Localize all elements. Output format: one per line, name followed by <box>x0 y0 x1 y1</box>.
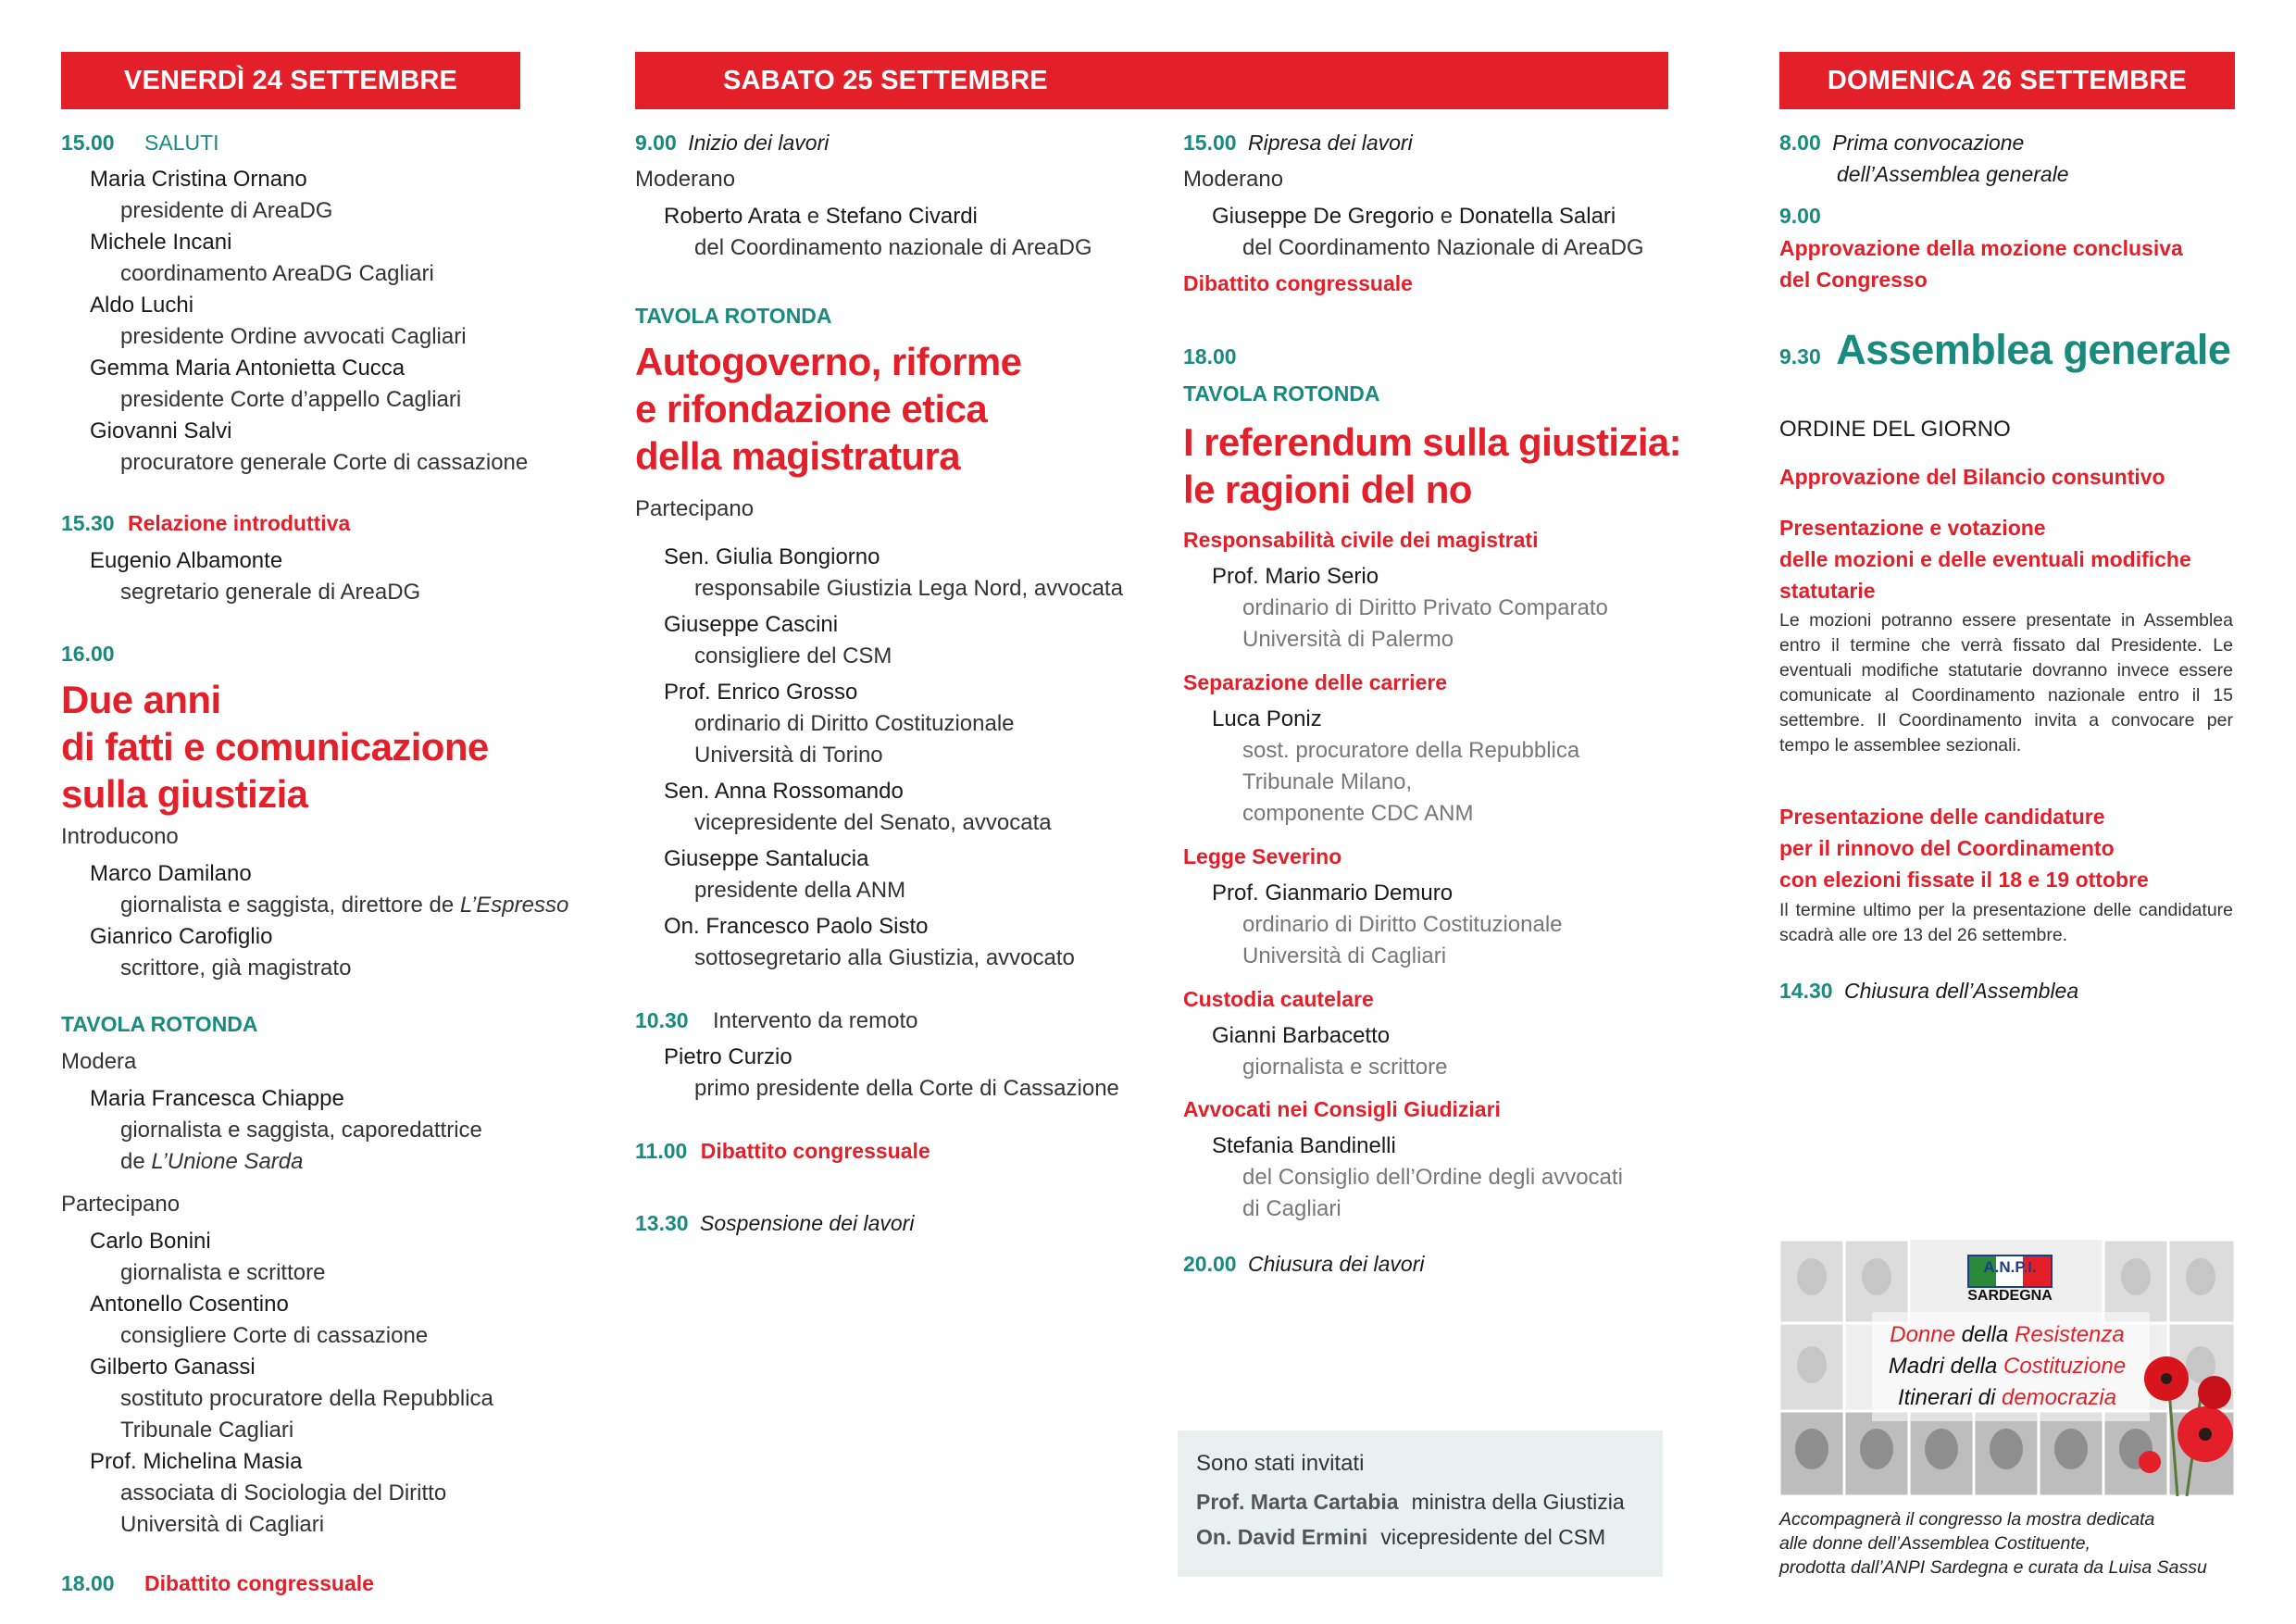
person-role: giornalista e saggista, caporedattrice <box>120 1118 482 1143</box>
poster-slogan: Donne della Resistenza Madri della Costituzione Itinerari di democrazia <box>1888 1322 2127 1410</box>
relazione-row <box>61 511 350 536</box>
invited-label: Sono stati invitati <box>1196 1451 1365 1476</box>
bilancio-item: Approvazione del Bilancio consuntivo <box>1779 465 2165 489</box>
moderano-label: Moderano <box>635 167 736 192</box>
invited-person: Prof. Marta Cartabia ministra della Giustizia <box>1196 1490 1625 1514</box>
person-name: Gilberto Ganassi <box>90 1355 256 1380</box>
person-name: Gemma Maria Antonietta Cucca <box>90 356 406 381</box>
panel-title <box>635 338 1021 480</box>
person-name: Gianni Barbacetto <box>1212 1023 1391 1048</box>
panel-title-line: le ragioni del no <box>1183 468 1472 511</box>
introducono-label: Introducono <box>61 824 179 849</box>
saluti-title: SALUTI <box>144 131 219 155</box>
person-role: giornalista e scrittore <box>120 1260 326 1285</box>
panel-title-line: e rifondazione etica <box>635 387 988 431</box>
start-title: Inizio dei lavori <box>688 131 830 155</box>
time-label: 20.00 <box>1183 1252 1237 1276</box>
person-name: Michele Incani <box>90 230 232 255</box>
person-name: Giuseppe Cascini <box>664 612 839 637</box>
person-role: consigliere Corte di cassazione <box>120 1323 429 1348</box>
tavola-rotonda-label: TAVOLA ROTONDA <box>1183 381 1380 406</box>
invited-person: On. David Ermini vicepresidente del CSM <box>1196 1525 1606 1549</box>
person-name: Aldo Luchi <box>90 293 194 318</box>
panel-title <box>1183 418 1681 513</box>
candidature-text: Il termine ultimo per la presentazione delle candidature scadrà alle ore 13 del 26 settembre. <box>1779 900 2233 945</box>
person-name: Gianrico Carofiglio <box>90 924 273 949</box>
time-label: 13.30 <box>635 1211 689 1235</box>
person-name: Maria Francesca Chiappe <box>90 1086 344 1111</box>
anpi-logo: A.N.P.I. <box>1967 1255 2053 1288</box>
person-role: componente CDC ANM <box>1242 801 1474 826</box>
time-label: 15.00 <box>1183 131 1237 155</box>
time-label: 14.30 <box>1779 979 1833 1003</box>
person-name: Marco Damilano <box>90 861 252 886</box>
person-role: associata di Sociologia del Diritto <box>120 1480 447 1505</box>
time-label: 11.00 <box>635 1139 688 1163</box>
person-name: Antonello Cosentino <box>90 1292 289 1317</box>
ripresa-title: Ripresa dei lavori <box>1248 131 1413 155</box>
time-label: 9.00 <box>635 131 677 155</box>
time-label: 8.00 <box>1779 131 1821 155</box>
tavola-rotonda-label: TAVOLA ROTONDA <box>635 304 832 328</box>
time-label: 16.00 <box>61 642 115 666</box>
person-role: di Cagliari <box>1242 1196 1341 1221</box>
person-name: Prof. Michelina Masia <box>90 1449 303 1474</box>
dibattito-row <box>635 1139 930 1164</box>
person-role: primo presidente della Corte di Cassazione <box>694 1076 1119 1101</box>
anpi-region: SARDEGNA <box>1967 1288 2053 1304</box>
panel-title-line: sulla giustizia <box>61 772 308 816</box>
person-name: Eugenio Albamonte <box>90 548 283 573</box>
sospensione-title: Sospensione dei lavori <box>700 1211 915 1235</box>
person-role: vicepresidente del Senato, avvocata <box>694 810 1052 835</box>
convocazione-row <box>1779 131 2024 156</box>
start-row <box>635 131 829 156</box>
time-label: 10.30 <box>635 1008 689 1032</box>
panel-title-line: della magistratura <box>635 434 960 478</box>
approvazione-title: Approvazione della mozione conclusiva del Congresso <box>1779 236 2183 292</box>
person-name: Giovanni Salvi <box>90 418 232 443</box>
person-name: Sen. Anna Rossomando <box>664 779 904 804</box>
exhibition-poster <box>1779 1240 2235 1496</box>
person-role: presidente della ANM <box>694 878 906 903</box>
person-name: Carlo Bonini <box>90 1229 211 1254</box>
remote-row <box>635 1008 917 1034</box>
person-role: coordinamento AreaDG Cagliari <box>120 261 434 286</box>
time-label: 15.30 <box>61 511 115 535</box>
person-role: Università di Cagliari <box>1242 943 1447 968</box>
convocazione-title-line2: dell’Assemblea generale <box>1837 162 2069 186</box>
person-role: presidente di AreaDG <box>120 198 333 223</box>
moderators-names: Roberto Arata e Stefano Civardi <box>664 204 978 229</box>
dibattito-title: Dibattito congressuale <box>1183 271 1413 295</box>
person-name: Sen. Giulia Bongiorno <box>664 544 880 569</box>
person-role: giornalista e saggista, direttore de L’Espresso <box>120 893 569 918</box>
person-role: Tribunale Milano, <box>1242 769 1413 794</box>
panel-title <box>61 676 489 818</box>
time-label: 9.00 <box>1779 204 1821 228</box>
moderano-label: Moderano <box>1183 167 1284 192</box>
assemblea-row <box>1779 326 2230 374</box>
person-role: del Consiglio dell’Ordine degli avvocati <box>1242 1165 1623 1190</box>
poster-caption: Accompagnerà il congresso la mostra dedicata alle donne dell’Assemblea Costituente, prodotta dall’ANPI Sardegna e curata da Luisa Sassu <box>1779 1509 2207 1578</box>
person-role: ordinario di Diritto Costituzionale <box>694 711 1015 736</box>
person-role: de L’Unione Sarda <box>120 1149 304 1174</box>
person-role: presidente Corte d’appello Cagliari <box>120 387 462 412</box>
chiusura-assemblea-title: Chiusura dell’Assemblea <box>1844 979 2079 1003</box>
person-role: presidente Ordine avvocati Cagliari <box>120 324 467 349</box>
panel-title-line: Due anni <box>61 678 221 721</box>
convocazione-title: Prima convocazione <box>1832 131 2025 155</box>
tavola-rotonda-label: TAVOLA ROTONDA <box>61 1012 258 1036</box>
topic-title: Avvocati nei Consigli Giudiziari <box>1183 1097 1501 1121</box>
person-name: Giuseppe Santalucia <box>664 846 869 871</box>
dibattito-title: Dibattito congressuale <box>144 1571 374 1595</box>
odg-label: ORDINE DEL GIORNO <box>1779 417 2011 442</box>
person-role: ordinario di Diritto Privato Comparato <box>1242 595 1608 620</box>
remote-title: Intervento da remoto <box>713 1008 918 1033</box>
chiusura-row <box>1183 1252 1425 1277</box>
person-role: scrittore, già magistrato <box>120 956 352 981</box>
person-role: giornalista e scrittore <box>1242 1055 1448 1080</box>
partecipano-label: Partecipano <box>61 1192 181 1217</box>
person-name: Stefania Bandinelli <box>1212 1133 1396 1158</box>
time-label: 15.00 <box>61 131 115 155</box>
time-label: 9.30 <box>1779 344 1821 369</box>
time-label: 18.00 <box>61 1571 115 1595</box>
person-name: Luca Poniz <box>1212 706 1322 731</box>
day1-header: VENERDÌ 24 SETTEMBRE <box>61 52 520 109</box>
invited-box <box>1178 1430 1663 1577</box>
saluti-row <box>61 131 219 156</box>
person-role: segretario generale di AreaDG <box>120 580 421 605</box>
day3-header: DOMENICA 26 SETTEMBRE <box>1779 52 2235 109</box>
topic-title: Custodia cautelare <box>1183 987 1374 1011</box>
person-role: del Coordinamento Nazionale di AreaDG <box>1242 235 1644 260</box>
dibattito-title: Dibattito congressuale <box>700 1139 930 1163</box>
person-role: del Coordinamento nazionale di AreaDG <box>694 235 1092 260</box>
chiusura-title: Chiusura dei lavori <box>1248 1252 1425 1276</box>
dibattito-row <box>61 1571 374 1596</box>
person-role: ordinario di Diritto Costituzionale <box>1242 912 1563 937</box>
person-name: Pietro Curzio <box>664 1044 792 1069</box>
person-role: Università di Torino <box>694 743 883 768</box>
mozioni-title: Presentazione e votazione delle mozioni e delle eventuali modifiche statutarie <box>1779 516 2191 603</box>
partecipano-label: Partecipano <box>635 496 755 521</box>
moderators-names: Giuseppe De Gregorio e Donatella Salari <box>1212 204 1616 229</box>
modera-label: Modera <box>61 1049 137 1074</box>
panel-title-line: I referendum sulla giustizia: <box>1183 420 1682 464</box>
person-role: Università di Palermo <box>1242 627 1454 652</box>
person-name: Maria Cristina Ornano <box>90 167 307 192</box>
person-name: Prof. Mario Serio <box>1212 564 1379 589</box>
topic-title: Separazione delle carriere <box>1183 670 1448 694</box>
person-role: sostituto procuratore della Repubblica <box>120 1386 493 1411</box>
mozioni-text: Le mozioni potranno essere presentate in Assemblea entro il termine che verrà fissato dal Presidente. Le eventuali modifiche statutarie dovranno invece essere comunicate al Coordinamento nazionale entro il 15 settembre. Il Coordinamento invita a convocare per tempo le assemblee sezionali. <box>1779 610 2233 756</box>
topic-title: Responsabilità civile dei magistrati <box>1183 528 1539 552</box>
person-role: sottosegretario alla Giustizia, avvocato <box>694 945 1075 970</box>
person-name: Prof. Enrico Grosso <box>664 680 858 705</box>
person-role: Tribunale Cagliari <box>120 1418 294 1443</box>
person-role: consigliere del CSM <box>694 643 892 668</box>
day2-header: SABATO 25 SETTEMBRE <box>635 52 1668 109</box>
panel-title-line: di fatti e comunicazione <box>61 725 489 768</box>
person-name: On. Francesco Paolo Sisto <box>664 914 929 939</box>
person-role: responsabile Giustizia Lega Nord, avvocata <box>694 576 1123 601</box>
relazione-title: Relazione introduttiva <box>128 511 351 535</box>
ripresa-row <box>1183 131 1413 156</box>
person-role: Università di Cagliari <box>120 1512 325 1537</box>
assemblea-title: Assemblea generale <box>1836 326 2231 373</box>
person-name: Prof. Gianmario Demuro <box>1212 881 1454 906</box>
person-role: sost. procuratore della Repubblica <box>1242 738 1580 763</box>
candidature-title: Presentazione delle candidature per il rinnovo del Coordinamento con elezioni fissate il 18 e 19 ottobre <box>1779 805 2149 892</box>
topic-title: Legge Severino <box>1183 844 1342 868</box>
person-role: procuratore generale Corte di cassazione <box>120 450 529 475</box>
chiusura-assemblea-row <box>1779 979 2078 1004</box>
sospensione-row <box>635 1211 914 1236</box>
time-label: 18.00 <box>1183 344 1237 369</box>
panel-title-line: Autogoverno, riforme <box>635 340 1022 383</box>
